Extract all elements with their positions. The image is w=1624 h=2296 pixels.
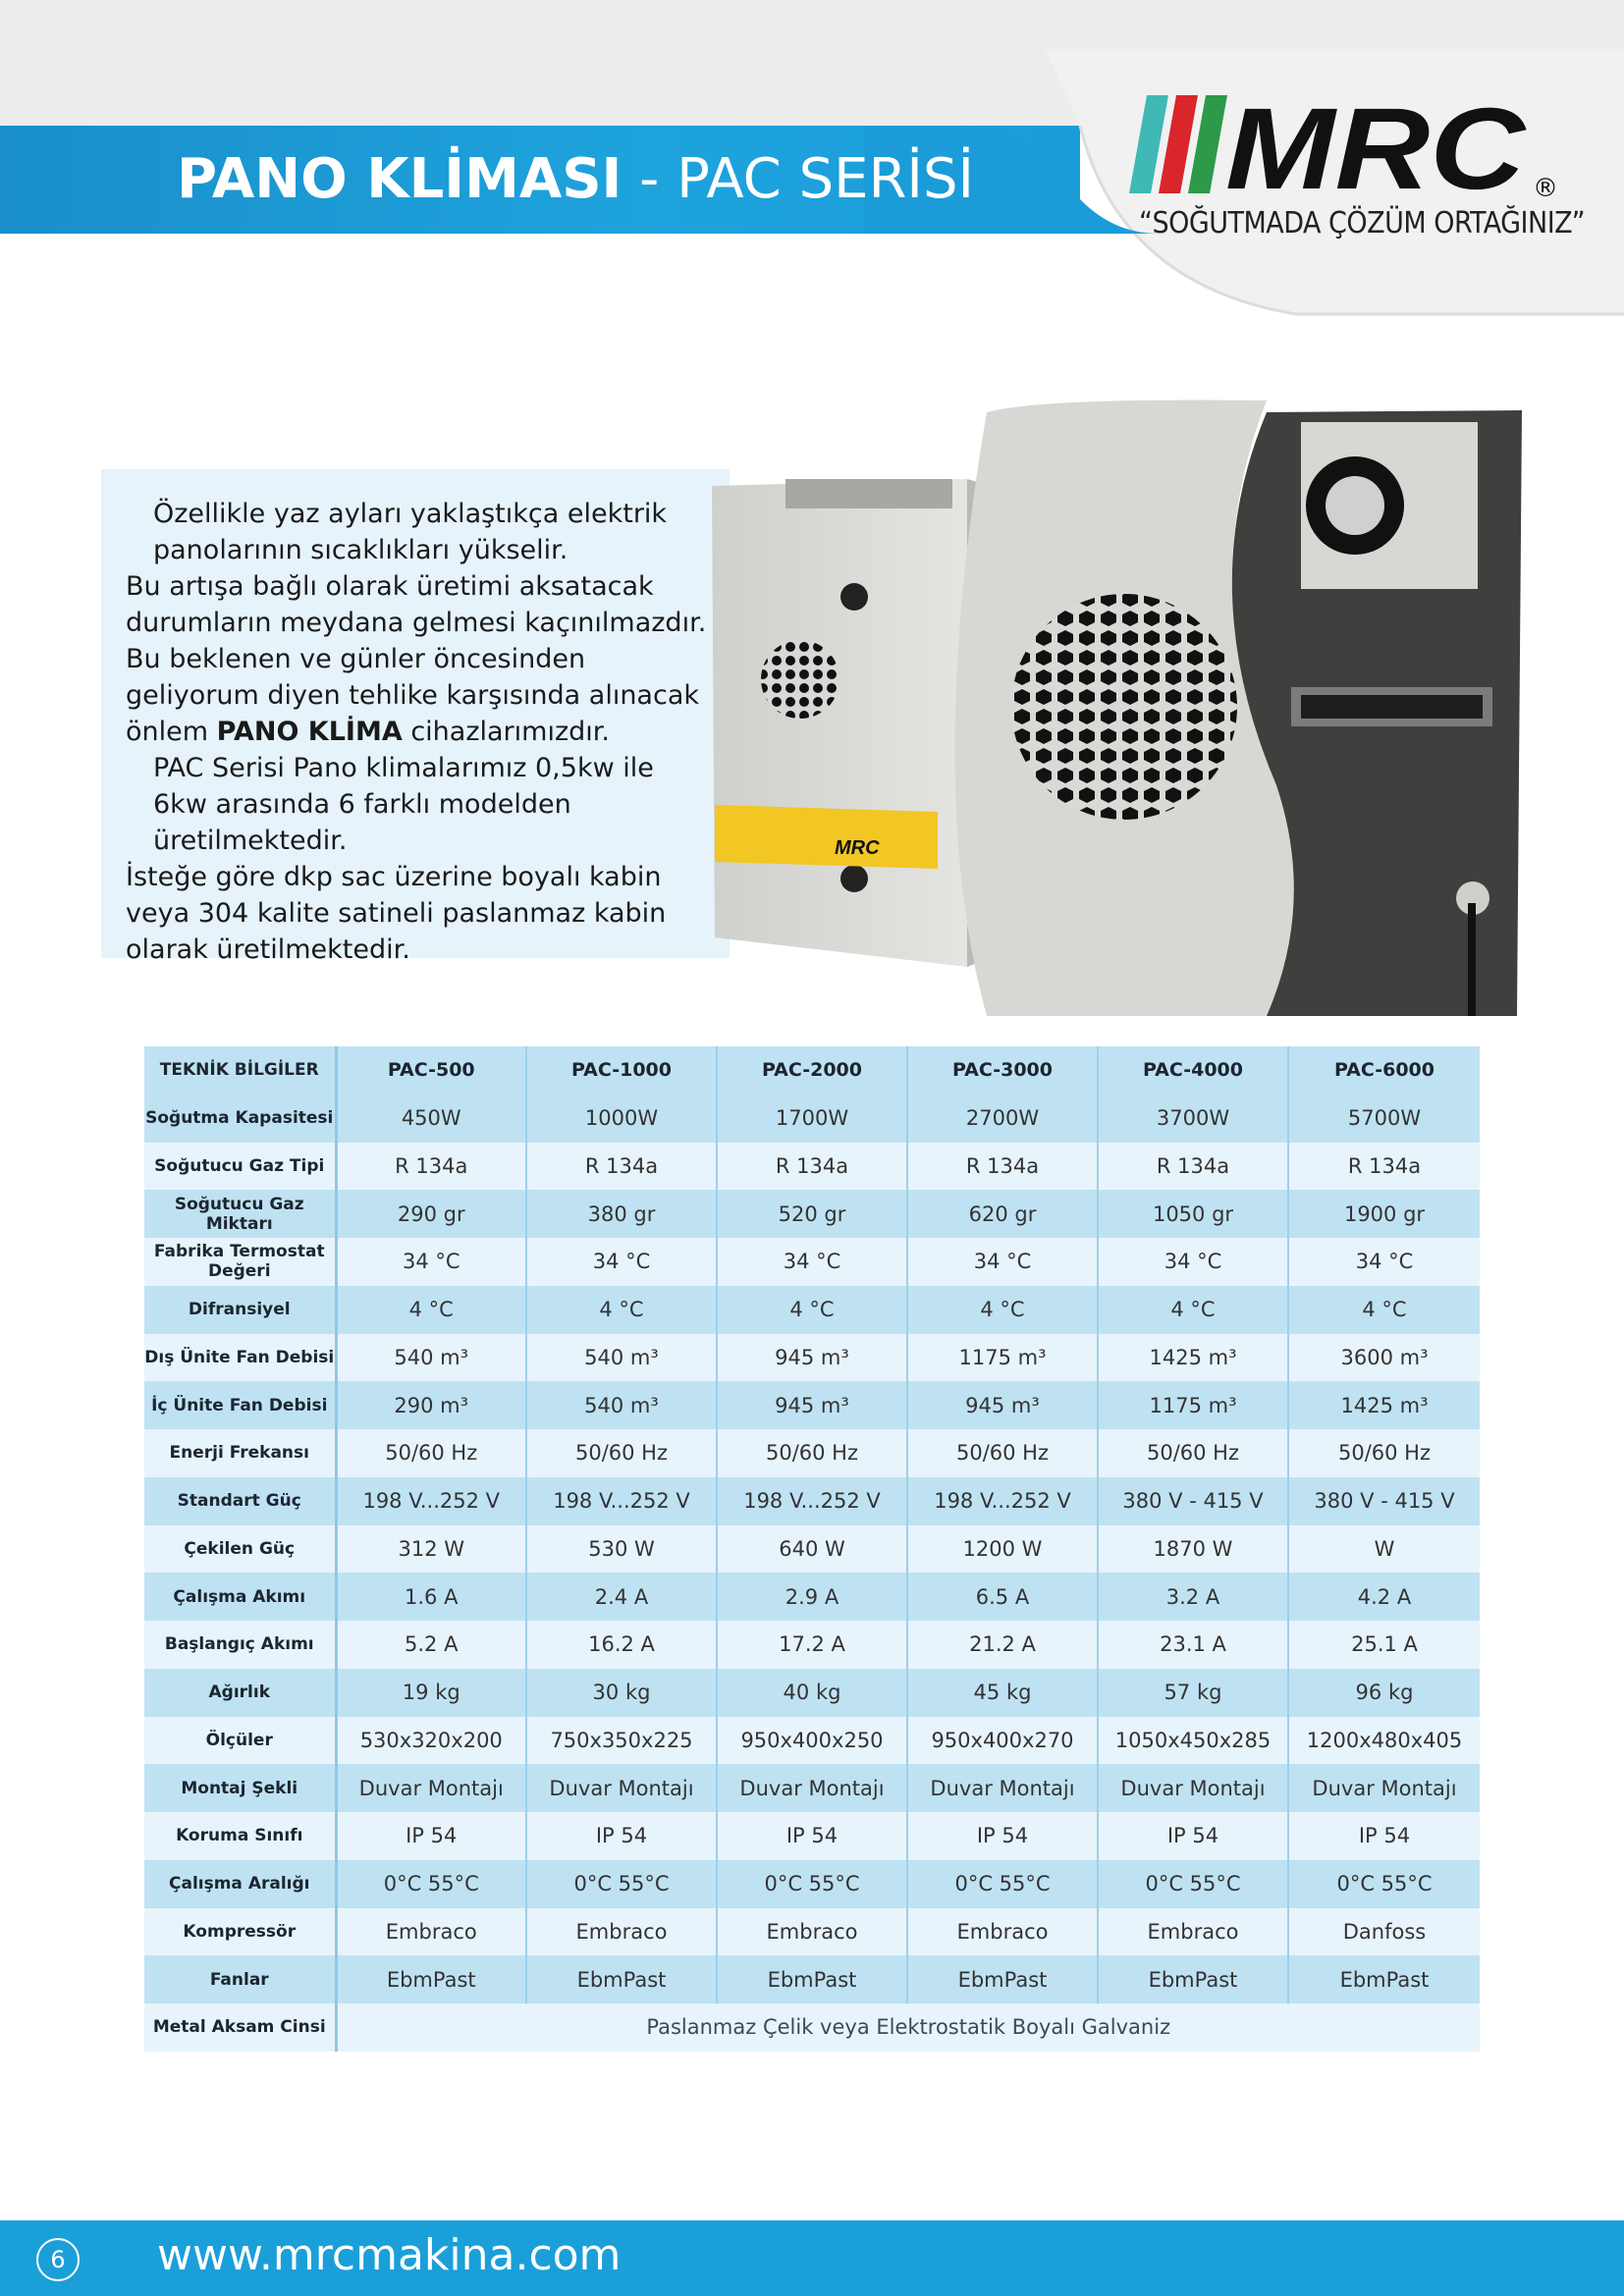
model-header: PAC-3000 <box>907 1046 1098 1095</box>
table-cell: IP 54 <box>1098 1812 1288 1860</box>
table-cell: EbmPast <box>907 1955 1098 2003</box>
table-cell: 34 °C <box>717 1238 907 1286</box>
table-cell: R 134a <box>907 1143 1098 1191</box>
table-cell: IP 54 <box>907 1812 1098 1860</box>
table-cell: R 134a <box>1098 1143 1288 1191</box>
table-cell: 198 V...252 V <box>336 1477 526 1525</box>
table-cell: R 134a <box>336 1143 526 1191</box>
spec-table-body <box>144 1095 1480 2052</box>
page-title <box>177 147 974 211</box>
page-title-series: PAC SERİSİ <box>677 147 975 211</box>
table-cell: 4 °C <box>1098 1286 1288 1334</box>
table-cell: 0°C 55°C <box>1288 1860 1480 1908</box>
table-cell: Duvar Montajı <box>336 1764 526 1812</box>
merged-cell: Paslanmaz Çelik veya Elektrostatik Boyalı Galvaniz <box>336 2003 1480 2052</box>
table-cell: Duvar Montajı <box>717 1764 907 1812</box>
table-cell: 198 V...252 V <box>526 1477 717 1525</box>
table-cell: 1200 W <box>907 1525 1098 1574</box>
table-row <box>144 1238 1480 1286</box>
table-cell: 1175 m³ <box>907 1334 1098 1382</box>
table-cell: 380 V - 415 V <box>1288 1477 1480 1525</box>
table-cell: Duvar Montajı <box>1288 1764 1480 1812</box>
table-cell: 520 gr <box>717 1190 907 1238</box>
table-row <box>144 1334 1480 1382</box>
page-title-main: PANO KLİMASI <box>177 147 623 211</box>
table-cell: 50/60 Hz <box>1098 1429 1288 1477</box>
table-cell: 0°C 55°C <box>907 1860 1098 1908</box>
table-cell: 50/60 Hz <box>717 1429 907 1477</box>
row-label: Çalışma Aralığı <box>144 1860 336 1908</box>
table-cell: R 134a <box>717 1143 907 1191</box>
registered-mark: ® <box>1533 174 1558 198</box>
table-cell: 34 °C <box>1288 1238 1480 1286</box>
product-image <box>687 393 1532 1021</box>
table-cell: 0°C 55°C <box>526 1860 717 1908</box>
table-cell: 6.5 A <box>907 1573 1098 1621</box>
table-cell: 1000W <box>526 1095 717 1143</box>
table-cell: 2.9 A <box>717 1573 907 1621</box>
table-cell: 40 kg <box>717 1669 907 1717</box>
table-cell: Danfoss <box>1288 1908 1480 1956</box>
table-cell: 16.2 A <box>526 1621 717 1669</box>
table-row <box>144 1477 1480 1525</box>
table-row <box>144 1860 1480 1908</box>
intro-paragraph-3 <box>126 641 715 750</box>
table-cell: 34 °C <box>907 1238 1098 1286</box>
table-cell: 3700W <box>1098 1095 1288 1143</box>
row-label: Standart Güç <box>144 1477 336 1525</box>
intro-paragraph-5: İsteğe göre dkp sac üzerine boyalı kabin veya 304 kalite satineli paslanmaz kabin olarak üretilmektedir. <box>126 862 667 965</box>
table-cell: 4 °C <box>907 1286 1098 1334</box>
page-title-separator: - <box>622 147 677 211</box>
row-label: Ağırlık <box>144 1669 336 1717</box>
table-cell: 25.1 A <box>1288 1621 1480 1669</box>
table-cell: 945 m³ <box>717 1334 907 1382</box>
row-label: Soğutma Kapasitesi <box>144 1095 336 1143</box>
table-cell: 290 m³ <box>336 1381 526 1429</box>
table-row <box>144 1095 1480 1143</box>
table-cell: 30 kg <box>526 1669 717 1717</box>
table-cell: Duvar Montajı <box>907 1764 1098 1812</box>
table-row <box>144 1812 1480 1860</box>
table-cell: 4 °C <box>1288 1286 1480 1334</box>
table-cell: 198 V...252 V <box>907 1477 1098 1525</box>
table-row <box>144 1573 1480 1621</box>
table-cell: 1.6 A <box>336 1573 526 1621</box>
table-cell: 2700W <box>907 1095 1098 1143</box>
table-cell: 0°C 55°C <box>717 1860 907 1908</box>
table-cell: 1425 m³ <box>1288 1381 1480 1429</box>
row-label: Kompressör <box>144 1908 336 1956</box>
table-cell: 1900 gr <box>1288 1190 1480 1238</box>
table-cell: IP 54 <box>1288 1812 1480 1860</box>
spec-table <box>144 1046 1480 2052</box>
intro-text <box>126 496 715 968</box>
intro-product-name: PANO KLİMA <box>216 717 403 747</box>
table-cell: 950x400x270 <box>907 1717 1098 1765</box>
table-cell: EbmPast <box>1098 1955 1288 2003</box>
table-cell: 540 m³ <box>526 1381 717 1429</box>
table-cell: 450W <box>336 1095 526 1143</box>
table-cell: 5.2 A <box>336 1621 526 1669</box>
table-row <box>144 1143 1480 1191</box>
table-cell: 34 °C <box>526 1238 717 1286</box>
table-cell: 50/60 Hz <box>1288 1429 1480 1477</box>
table-row <box>144 1955 1480 2003</box>
table-cell: 530 W <box>526 1525 717 1574</box>
table-cell: Embraco <box>336 1908 526 1956</box>
table-header-label: TEKNİK BİLGİLER <box>144 1046 336 1095</box>
table-cell: 1200x480x405 <box>1288 1717 1480 1765</box>
row-label: Çalışma Akımı <box>144 1573 336 1621</box>
table-cell: 540 m³ <box>336 1334 526 1382</box>
table-cell: EbmPast <box>336 1955 526 2003</box>
table-cell: EbmPast <box>526 1955 717 2003</box>
intro-paragraph-4: PAC Serisi Pano klimalarımız 0,5kw ile 6kw arasında 6 farklı modelden üretilmektedir. <box>153 753 654 856</box>
table-cell: 57 kg <box>1098 1669 1288 1717</box>
table-cell: 750x350x225 <box>526 1717 717 1765</box>
row-label: Çekilen Güç <box>144 1525 336 1574</box>
table-cell: 34 °C <box>336 1238 526 1286</box>
table-cell: 23.1 A <box>1098 1621 1288 1669</box>
model-header: PAC-500 <box>336 1046 526 1095</box>
table-cell: IP 54 <box>526 1812 717 1860</box>
table-cell: 2.4 A <box>526 1573 717 1621</box>
table-cell: 17.2 A <box>717 1621 907 1669</box>
table-row <box>144 1381 1480 1429</box>
table-cell: Duvar Montajı <box>526 1764 717 1812</box>
table-header-row <box>144 1046 1480 1095</box>
row-label: Enerji Frekansı <box>144 1429 336 1477</box>
table-cell: 290 gr <box>336 1190 526 1238</box>
table-cell: 96 kg <box>1288 1669 1480 1717</box>
table-cell: 530x320x200 <box>336 1717 526 1765</box>
table-row <box>144 1525 1480 1574</box>
table-cell: W <box>1288 1525 1480 1574</box>
table-cell: EbmPast <box>717 1955 907 2003</box>
row-label: İç Ünite Fan Debisi <box>144 1381 336 1429</box>
table-cell: 21.2 A <box>907 1621 1098 1669</box>
table-cell: IP 54 <box>717 1812 907 1860</box>
table-row <box>144 1669 1480 1717</box>
footer-url[interactable]: www.mrcmakina.com <box>157 2230 622 2280</box>
table-cell: 945 m³ <box>717 1381 907 1429</box>
table-cell: 50/60 Hz <box>336 1429 526 1477</box>
row-label: Metal Aksam Cinsi <box>144 2003 336 2052</box>
intro-paragraph-1: Özellikle yaz ayları yaklaştıkça elektrik panolarının sıcaklıkları yükselir. <box>153 499 668 565</box>
row-label: Koruma Sınıfı <box>144 1812 336 1860</box>
table-cell: 5700W <box>1288 1095 1480 1143</box>
row-label: Başlangıç Akımı <box>144 1621 336 1669</box>
table-cell: 1700W <box>717 1095 907 1143</box>
page-number: 6 <box>36 2238 80 2281</box>
table-cell: 312 W <box>336 1525 526 1574</box>
model-header: PAC-1000 <box>526 1046 717 1095</box>
table-cell: 950x400x250 <box>717 1717 907 1765</box>
table-cell: 0°C 55°C <box>336 1860 526 1908</box>
table-cell: Duvar Montajı <box>1098 1764 1288 1812</box>
table-cell: 1050 gr <box>1098 1190 1288 1238</box>
table-cell: 540 m³ <box>526 1334 717 1382</box>
table-cell: 4 °C <box>526 1286 717 1334</box>
row-label: Ölçüler <box>144 1717 336 1765</box>
table-cell: 50/60 Hz <box>526 1429 717 1477</box>
table-cell: 4 °C <box>336 1286 526 1334</box>
table-cell: 380 V - 415 V <box>1098 1477 1288 1525</box>
table-cell: 45 kg <box>907 1669 1098 1717</box>
table-row <box>144 1621 1480 1669</box>
mrc-logo <box>1127 90 1559 198</box>
table-cell: 1175 m³ <box>1098 1381 1288 1429</box>
table-row <box>144 1717 1480 1765</box>
table-cell: IP 54 <box>336 1812 526 1860</box>
table-cell: 3600 m³ <box>1288 1334 1480 1382</box>
logo-text: MRC <box>1225 90 1528 198</box>
table-cell: Embraco <box>526 1908 717 1956</box>
table-cell: 0°C 55°C <box>1098 1860 1288 1908</box>
row-label: Montaj Şekli <box>144 1764 336 1812</box>
table-cell: 620 gr <box>907 1190 1098 1238</box>
cabinet-brand-label: MRC <box>835 837 880 859</box>
table-row <box>144 2003 1480 2052</box>
table-cell: 198 V...252 V <box>717 1477 907 1525</box>
table-cell: 19 kg <box>336 1669 526 1717</box>
table-row <box>144 1908 1480 1956</box>
slogan: “SOĞUTMADA ÇÖZÜM ORTAĞINIZ” <box>1139 206 1586 240</box>
model-header: PAC-4000 <box>1098 1046 1288 1095</box>
table-cell: 1050x450x285 <box>1098 1717 1288 1765</box>
table-cell: 4.2 A <box>1288 1573 1480 1621</box>
table-cell: 1425 m³ <box>1098 1334 1288 1382</box>
table-row <box>144 1286 1480 1334</box>
intro-paragraph-3-end: cihazlarımızdır. <box>402 717 610 747</box>
table-cell: 34 °C <box>1098 1238 1288 1286</box>
intro-paragraph-2: Bu artışa bağlı olarak üretimi aksatacak durumların meydana gelmesi kaçınılmazdır. <box>126 571 707 638</box>
table-cell: EbmPast <box>1288 1955 1480 2003</box>
table-cell: Embraco <box>907 1908 1098 1956</box>
row-label: Soğutucu Gaz Tipi <box>144 1143 336 1191</box>
table-cell: 4 °C <box>717 1286 907 1334</box>
model-header: PAC-6000 <box>1288 1046 1480 1095</box>
table-cell: 3.2 A <box>1098 1573 1288 1621</box>
table-cell: 640 W <box>717 1525 907 1574</box>
table-cell: R 134a <box>526 1143 717 1191</box>
row-label: Soğutucu Gaz Miktarı <box>144 1190 336 1238</box>
model-header: PAC-2000 <box>717 1046 907 1095</box>
intro-paragraph-3-text: Bu beklenen ve günler öncesinden geliyorum diyen tehlike karşısında alınacak önlem <box>126 644 700 747</box>
cabinet-left <box>712 479 992 967</box>
table-cell: 380 gr <box>526 1190 717 1238</box>
table-cell: Embraco <box>1098 1908 1288 1956</box>
table-row <box>144 1190 1480 1238</box>
row-label: Fanlar <box>144 1955 336 2003</box>
table-cell: Embraco <box>717 1908 907 1956</box>
table-cell: 945 m³ <box>907 1381 1098 1429</box>
table-cell: 50/60 Hz <box>907 1429 1098 1477</box>
table-cell: 1870 W <box>1098 1525 1288 1574</box>
table-row <box>144 1764 1480 1812</box>
table-row <box>144 1429 1480 1477</box>
table-cell: R 134a <box>1288 1143 1480 1191</box>
row-label: Fabrika Termostat Değeri <box>144 1238 336 1286</box>
row-label: Difransiyel <box>144 1286 336 1334</box>
row-label: Dış Ünite Fan Debisi <box>144 1334 336 1382</box>
